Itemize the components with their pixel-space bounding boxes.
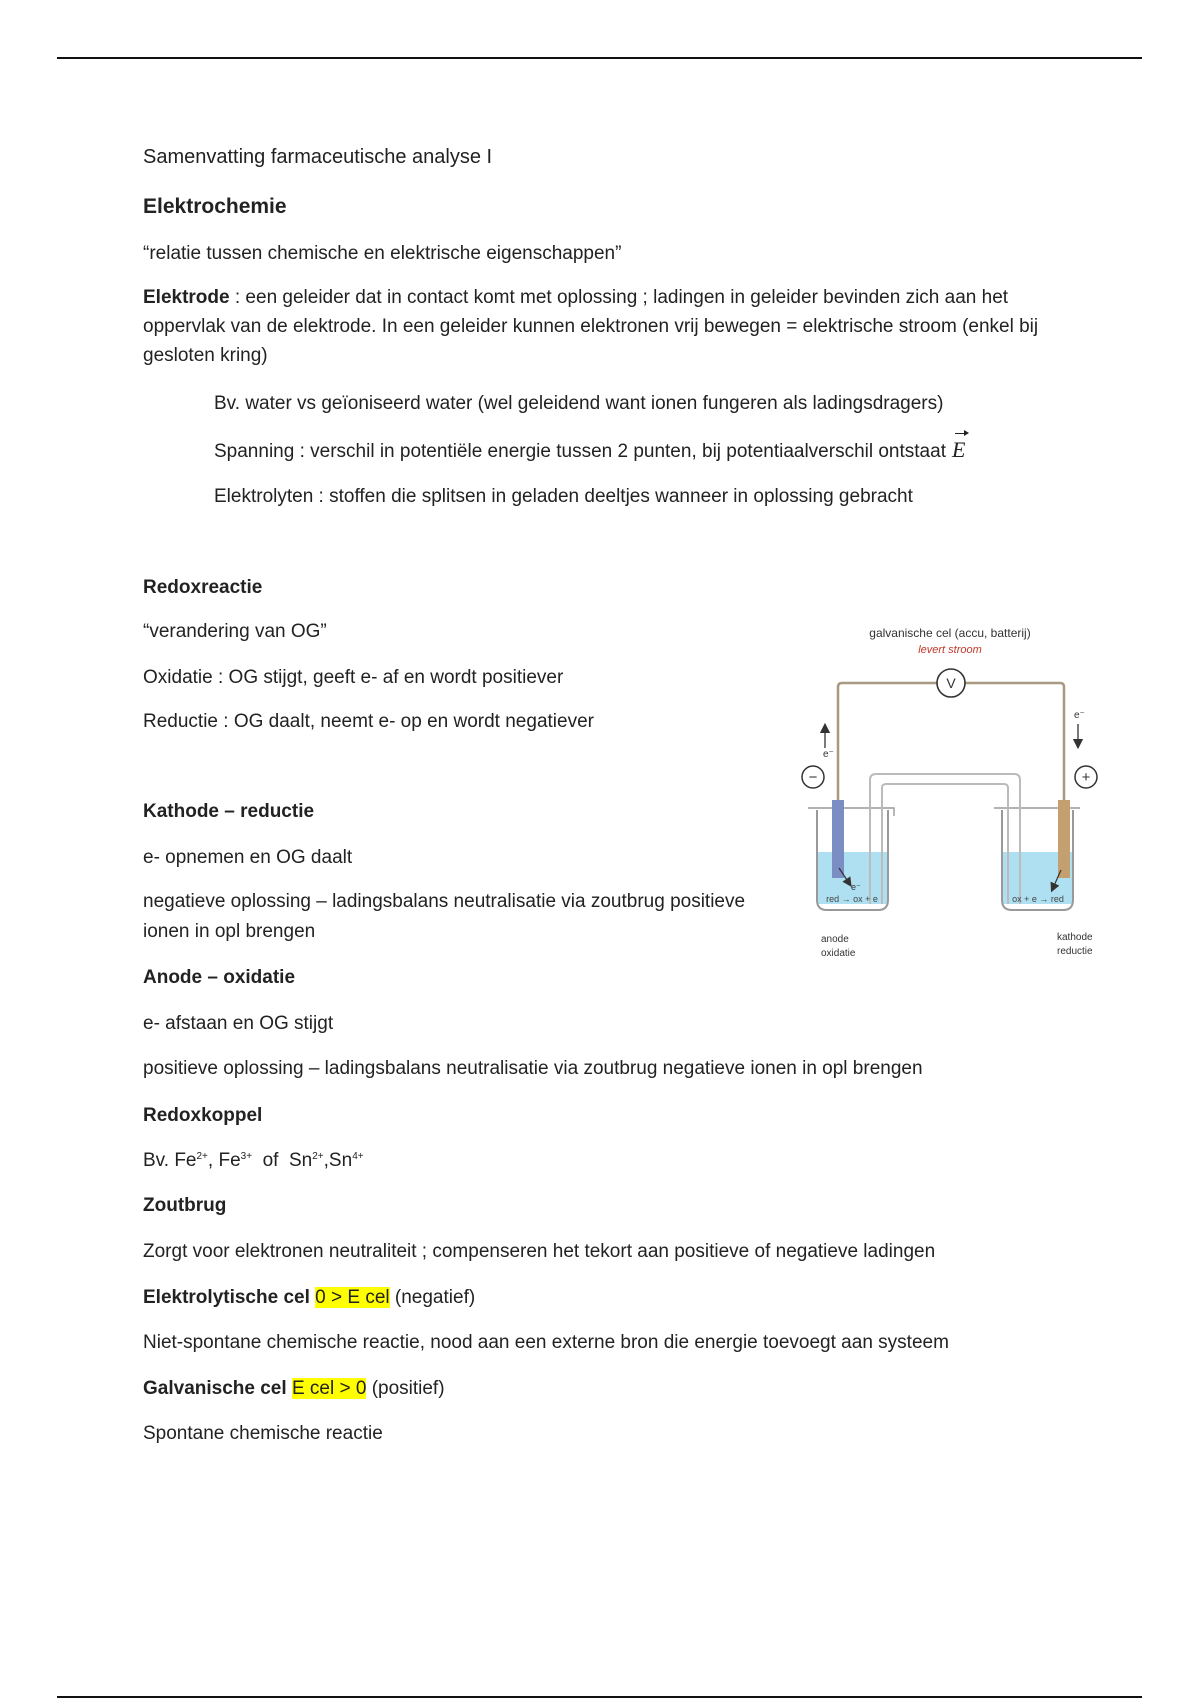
electron-left-label: e⁻ bbox=[823, 749, 834, 760]
spanning-text: Spanning : verschil in potentiële energie tussen 2 punten, bij potentiaalverschil ontstaat bbox=[214, 441, 946, 462]
wire-right bbox=[965, 683, 1064, 800]
galvanische-cel-line bbox=[143, 1374, 445, 1403]
heading-redoxreactie: Redoxreactie bbox=[143, 577, 263, 598]
indent-spanning bbox=[214, 435, 965, 466]
koppel-text-4: ,Sn bbox=[323, 1150, 353, 1171]
reductie-line: Reductie : OG daalt, neemt e- op en wordt negatiever bbox=[143, 711, 594, 732]
highlight-galv-formula: E cel > 0 bbox=[291, 1378, 367, 1399]
heading-anode: Anode – oxidatie bbox=[143, 967, 296, 988]
paragraph-elektrode bbox=[143, 283, 1073, 370]
kathode-label: kathode bbox=[1057, 932, 1093, 943]
kathode-line-2a: negatieve oplossing – ladingsbalans neutralisatie via zoutbrug positieve bbox=[143, 891, 746, 912]
salt-bridge-inner bbox=[882, 784, 1008, 904]
top-rule bbox=[57, 57, 1142, 59]
term-elektrolytische-cel: Elektrolytische cel bbox=[143, 1287, 310, 1308]
left-reaction: red → ox + e bbox=[826, 894, 878, 904]
electron-inner-label: e⁻ bbox=[851, 882, 861, 892]
elektrolytische-cel-line bbox=[143, 1283, 475, 1312]
highlight-elyt-formula: 0 > E cel bbox=[315, 1287, 390, 1308]
galvanic-cell-diagram bbox=[795, 620, 1125, 980]
diagram-subtitle: levert stroom bbox=[918, 644, 982, 656]
heading-elektrochemie: Elektrochemie bbox=[143, 195, 287, 218]
indent-water: Bv. water vs geïoniseerd water (wel geleidend want ionen fungeren als ladingsdragers) bbox=[214, 393, 944, 414]
galv-note: (positief) bbox=[371, 1378, 445, 1399]
koppel-sup-1: 2+ bbox=[196, 1151, 208, 1162]
anode-label: anode bbox=[821, 934, 849, 945]
voltmeter-label: V bbox=[946, 675, 956, 691]
heading-zoutbrug: Zoutbrug bbox=[143, 1195, 227, 1216]
anode-line-1: e- afstaan en OG stijgt bbox=[143, 1013, 334, 1034]
kathode-electrode bbox=[1058, 800, 1070, 878]
redoxkoppel-example bbox=[143, 1146, 364, 1175]
indent-elektrolyten: Elektrolyten : stoffen die splitsen in geladen deeltjes wanneer in oplossing gebracht bbox=[214, 486, 913, 507]
koppel-sup-3: 2+ bbox=[312, 1151, 324, 1162]
heading-kathode: Kathode – reductie bbox=[143, 801, 315, 822]
koppel-text-1: Bv. Fe bbox=[143, 1150, 197, 1171]
quote-og: “verandering van OG” bbox=[143, 621, 327, 642]
term-elektrode: Elektrode bbox=[143, 287, 230, 308]
vector-e-symbol: E bbox=[951, 437, 966, 462]
reductie-label: reductie bbox=[1057, 946, 1093, 957]
koppel-text-3: of Sn bbox=[252, 1150, 313, 1171]
quote-relatie: “relatie tussen chemische en elektrische eigenschappen” bbox=[143, 243, 622, 264]
kathode-line-2b: ionen in opl brengen bbox=[143, 921, 316, 942]
right-reaction: ox + e → red bbox=[1012, 894, 1064, 904]
koppel-sup-4: 4+ bbox=[352, 1151, 364, 1162]
elektrolytische-cel-text: Niet-spontane chemische reactie, nood aan een externe bron die energie toevoegt aan systeem bbox=[143, 1332, 949, 1353]
minus-sign: − bbox=[808, 769, 818, 786]
diagram-title: galvanische cel (accu, batterij) bbox=[869, 626, 1031, 640]
plus-sign: + bbox=[1081, 769, 1091, 786]
kathode-line-1: e- opnemen en OG daalt bbox=[143, 847, 353, 868]
elyt-note: (negatief) bbox=[394, 1287, 476, 1308]
koppel-sup-2: 3+ bbox=[240, 1151, 253, 1162]
electron-right-label: e⁻ bbox=[1074, 710, 1085, 721]
term-galvanische-cel: Galvanische cel bbox=[143, 1378, 287, 1399]
zoutbrug-text: Zorgt voor elektronen neutraliteit ; compenseren het tekort aan positieve of negatieve ladingen bbox=[143, 1241, 936, 1262]
wire-left bbox=[838, 683, 937, 800]
salt-bridge-outer bbox=[870, 774, 1020, 904]
galvanische-cel-text: Spontane chemische reactie bbox=[143, 1423, 383, 1444]
anode-line-2: positieve oplossing – ladingsbalans neutralisatie via zoutbrug negatieve ionen in opl brengen bbox=[143, 1058, 923, 1079]
document-title: Samenvatting farmaceutische analyse I bbox=[143, 146, 493, 168]
oxidatie-label: oxidatie bbox=[821, 948, 856, 959]
anode-electrode bbox=[832, 800, 844, 878]
elektrode-definition: : een geleider dat in contact komt met oplossing ; ladingen in geleider bevinden zich aan het oppervlak van de elektrode. In een geleider kunnen elektronen vrij bewegen = elektrische stroom (enkel bij gesloten kring) bbox=[143, 287, 1039, 366]
koppel-text-2: , Fe bbox=[207, 1150, 241, 1171]
oxidatie-line: Oxidatie : OG stijgt, geeft e- af en wordt positiever bbox=[143, 667, 564, 688]
heading-redoxkoppel: Redoxkoppel bbox=[143, 1105, 263, 1126]
bottom-rule bbox=[57, 1696, 1142, 1698]
